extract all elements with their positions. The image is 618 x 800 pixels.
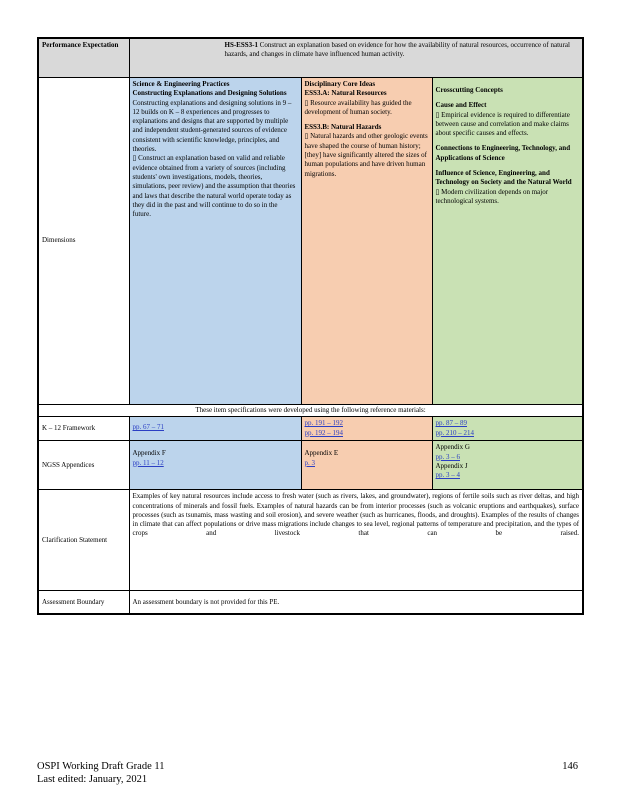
ngss-sep-appendix: Appendix F (132, 449, 166, 458)
dci-a-bullet: ▯ Resource availability has guided the development of human society. (304, 98, 412, 116)
sep-bullet-text: Construct an explanation based on valid and reliable evidence obtained from a variety of sources (including students' own investigations, models, theories, simulations, peer review) and the assumption that theories and laws that describe the natural world operate today as they did in the past and will continue to do so in the future. (132, 154, 296, 219)
pe-text: Construct an explanation based on evidence for how the availability of natural resources, occurrence of natural hazards, and changes in climate have influenced human activity. (224, 41, 570, 59)
sep-subheading: Constructing Explanations and Designing Solutions (132, 89, 287, 98)
ccc-influence-bullet-text: Modern civilization depends on major technological systems. (435, 187, 549, 205)
dci-b-title: ESS3.B: Natural Hazards (304, 123, 382, 132)
assessment-text: An assessment boundary is not provided for this PE. (129, 591, 583, 615)
footer-draft-label: OSPI Working Draft Grade 11 (37, 761, 165, 772)
dimensions-row (38, 78, 583, 405)
assessment-row (38, 591, 583, 615)
dci-heading: Disciplinary Core Ideas (304, 80, 376, 88)
dimensions-label: Dimensions (38, 78, 129, 405)
page-number: 146 (562, 761, 578, 772)
pe-statement (129, 38, 583, 78)
ccc-ce-bullet: ▯ Empirical evidence is required to differentiate between cause and correlation and make claims about specific causes and effects. (435, 110, 570, 138)
ngss-ccc-link-g[interactable]: pp. 3 – 6 (435, 452, 460, 461)
ccc-column (432, 78, 583, 405)
item-spec-table (37, 37, 584, 615)
reference-note-row (38, 405, 583, 417)
ccc-influence-title: Influence of Science, Engineering, and Technology on Society and the Natural World (435, 169, 572, 187)
k12-sep-link[interactable]: pp. 67 – 71 (132, 423, 164, 432)
dci-column (301, 78, 432, 405)
k12-framework-row (38, 417, 583, 441)
dci-b-bullet: ▯ Natural hazards and other geologic events have shaped the course of human history; [they] have significantly altered the sizes of human populations and have driven human migrations. (304, 132, 428, 178)
clarification-label: Clarification Statement (38, 490, 129, 591)
ngss-ccc-cell (432, 441, 583, 490)
k12-ccc-link-1[interactable]: pp. 87 – 89 (435, 419, 467, 428)
ngss-dci-cell (301, 441, 432, 490)
ngss-ccc-appendix-g: Appendix G (435, 443, 470, 452)
ccc-ce-title: Cause and Effect (435, 101, 487, 110)
dci-a-title: ESS3.A: Natural Resources (304, 89, 387, 98)
k12-label: K – 12 Framework (38, 417, 129, 441)
clarification-row (38, 490, 583, 591)
ngss-label: NGSS Appendices (38, 441, 129, 490)
dci-b-bullet-text: Natural hazards and other geologic events have shaped the course of human history; [they] have significantly altered the sizes of human populations and have driven human migrations. (304, 132, 428, 178)
ccc-connections-title: Connections to Engineering, Technology, and Applications of Science (435, 144, 571, 162)
ngss-appendices-row (38, 441, 583, 490)
sep-bullet: ▯ Construct an explanation based on valid and reliable evidence obtained from a variety of sources (including students' own investigations, models, theories, simulations, peer review) and the assumption that theories and laws that describe the natural world operate today as they did in the past and will continue to do so in the future. (132, 154, 296, 219)
ngss-sep-link[interactable]: pp. 11 – 12 (132, 458, 164, 467)
pe-row (38, 38, 583, 78)
document-page (37, 37, 582, 615)
ngss-ccc-link-j[interactable]: pp. 3 – 4 (435, 471, 460, 480)
reference-note: These item specifications were developed using the following reference materials: (38, 405, 583, 417)
ngss-ccc-appendix-j: Appendix J (435, 461, 468, 470)
page-footer (37, 760, 582, 786)
sep-paragraph: Constructing explanations and designing solutions in 9 – 12 builds on K – 8 experiences and progresses to explanations and designs that are supported by multiple and independent student-generated sources of evidence consistent with scientific knowledge, principles, and theories. (132, 98, 292, 154)
sep-column (129, 78, 301, 405)
pe-label: Performance Expectation (38, 38, 129, 78)
assessment-label: Assessment Boundary (38, 591, 129, 615)
k12-dci-cell (301, 417, 432, 441)
pe-code: HS-ESS3-1 (224, 41, 258, 49)
ngss-dci-appendix: Appendix E (304, 449, 339, 458)
dci-a-bullet-text: Resource availability has guided the development of human society. (304, 98, 412, 116)
ccc-heading: Crosscutting Concepts (435, 86, 503, 94)
ngss-sep-cell (129, 441, 301, 490)
k12-ccc-link-2[interactable]: pp. 210 – 214 (435, 428, 474, 437)
ngss-dci-link[interactable]: p. 3 (304, 458, 315, 467)
k12-ccc-cell (432, 417, 583, 441)
k12-sep-cell (129, 417, 301, 441)
k12-dci-link-1[interactable]: pp. 191 – 192 (304, 419, 343, 428)
clarification-text: Examples of key natural resources include access to fresh water (such as rivers, lakes, and groundwater), regions of fertile soils such as river deltas, and high concentrations of minerals and fossil fuels. Examples of natural hazards can be from interior processes (such as volcanic eruptions and earthquakes), surface processes (such as tsunamis, mass wasting and soil erosion), and severe weather (such as hurricanes, floods, and droughts). Examples of the results of changes in climate that can affect populations or drive mass migrations include changes to sea level, regional patterns of temperature and precipitation, and the types of crops and livestock that can be raised. (129, 490, 583, 591)
footer-last-edited: Last edited: January, 2021 (37, 774, 148, 785)
ccc-ce-bullet-text: Empirical evidence is required to differentiate between cause and correlation and make claims about specific causes and effects. (435, 110, 570, 138)
ccc-influence-bullet: ▯ Modern civilization depends on major technological systems. (435, 187, 549, 205)
sep-heading: Science & Engineering Practices (132, 80, 230, 88)
k12-dci-link-2[interactable]: pp. 192 – 194 (304, 428, 343, 437)
